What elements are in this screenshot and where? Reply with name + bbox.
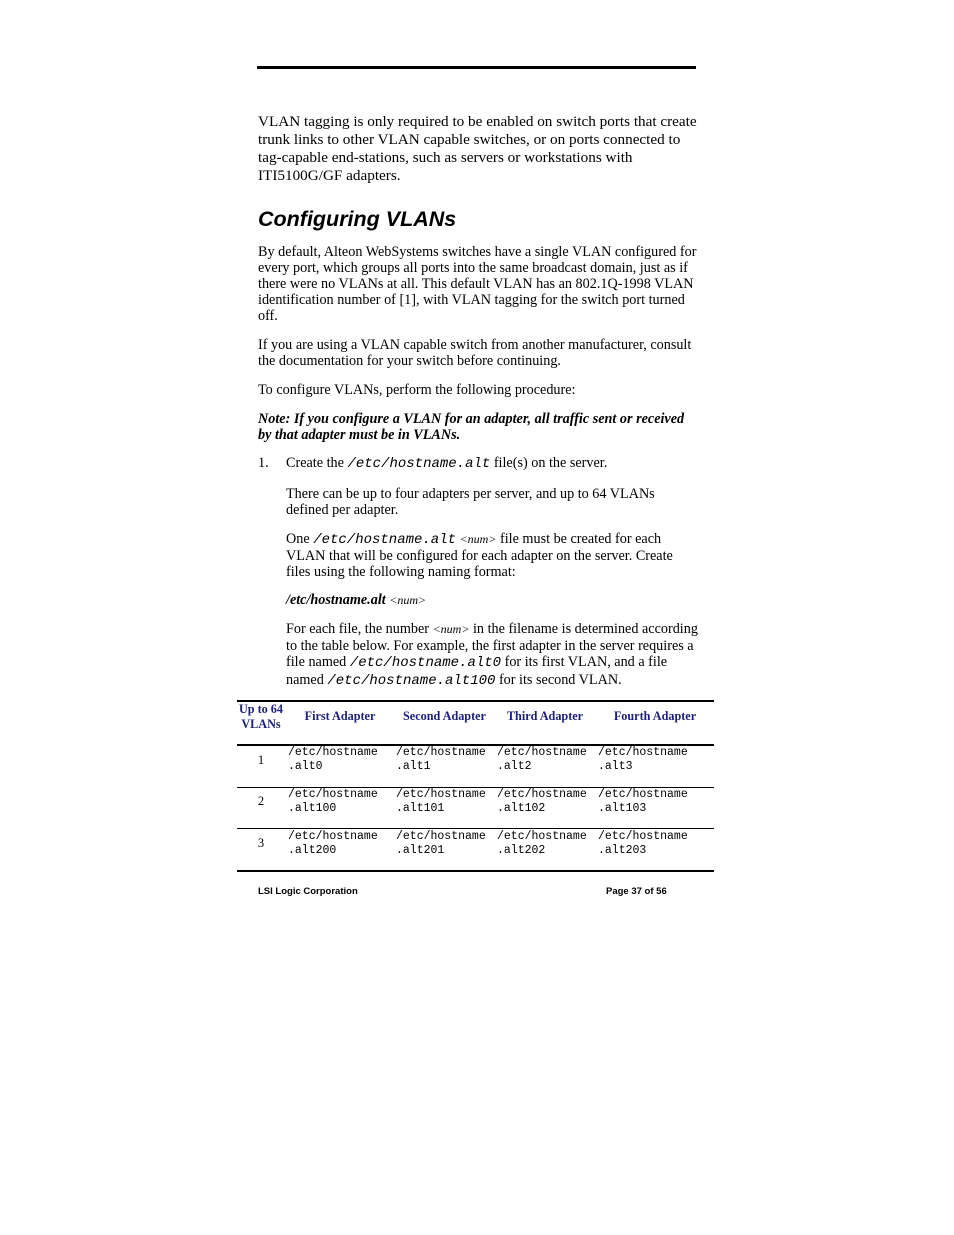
naming-format-placeholder: <num> <box>389 593 427 607</box>
file-per-vlan-post: file must be created for each VLAN that will be configured for each adapter on the server. Create files using the following naming format: <box>286 531 673 580</box>
table-explanation-code1: /etc/hostname.alt0 <box>349 655 502 671</box>
header-rule <box>257 66 696 69</box>
file-per-vlan-paragraph <box>286 531 700 580</box>
step-1-filename: /etc/hostname.alt <box>347 456 491 472</box>
section-heading: Configuring VLANs <box>258 207 457 231</box>
file-per-vlan-pre: One <box>286 531 314 547</box>
table-cell: /etc/hostname .alt0 <box>288 746 378 773</box>
table-header-third-adapter: Third Adapter <box>506 709 584 723</box>
table-cell: /etc/hostname .alt100 <box>288 788 378 815</box>
table-header-vlans: Up to 64 VLANs <box>238 702 283 731</box>
table-cell: /etc/hostname .alt101 <box>396 788 486 815</box>
table-cell: /etc/hostname .alt201 <box>396 830 486 857</box>
table-cell: /etc/hostname .alt200 <box>288 830 378 857</box>
step-1-post: file(s) on the server. <box>490 455 608 471</box>
table-cell: /etc/hostname .alt1 <box>396 746 486 773</box>
footer-page-number: Page 37 of 56 <box>606 886 667 897</box>
footer-company: LSI Logic Corporation <box>258 886 358 897</box>
table-explanation-code2: /etc/hostname.alt100 <box>327 672 496 689</box>
vlan-note: Note: If you configure a VLAN for an adapter, all traffic sent or received by that adapter must be in VLANs. <box>258 411 685 443</box>
table-cell: /etc/hostname .alt3 <box>598 746 688 773</box>
step-1-text <box>286 455 700 472</box>
other-switch-paragraph: If you are using a VLAN capable switch from another manufacturer, consult the documentation for your switch before continuing. <box>258 337 692 369</box>
table-cell: /etc/hostname .alt2 <box>497 746 587 773</box>
table-row-vlan-number: 2 <box>257 794 265 808</box>
table-row-vlan-number: 3 <box>257 836 265 850</box>
table-row-rule <box>237 828 714 829</box>
step-number: 1. <box>258 455 269 471</box>
table-explanation-t4: for its second VLAN. <box>495 671 622 688</box>
table-bottom-rule <box>237 870 714 872</box>
table-header-second-adapter: Second Adapter <box>403 709 486 723</box>
step-1-pre: Create the <box>286 455 348 471</box>
file-per-vlan-placeholder: <num> <box>459 532 497 546</box>
table-explanation-t1: For each file, the number <box>286 621 433 637</box>
table-explanation-paragraph <box>286 621 700 689</box>
table-cell: /etc/hostname .alt202 <box>497 830 587 857</box>
table-cell: /etc/hostname .alt102 <box>497 788 587 815</box>
naming-format-name: /etc/hostname.alt <box>286 592 386 608</box>
table-header-first-adapter: First Adapter <box>304 709 376 723</box>
table-explanation-placeholder: <num> <box>432 622 470 636</box>
table-row-vlan-number: 1 <box>257 753 265 767</box>
table-top-rule <box>237 700 714 702</box>
intro-paragraph: VLAN tagging is only required to be enabled on switch ports that create trunk links to other VLAN capable switches, or on ports connected to tag-capable end-stations, such as servers or workstations with ITI5100G/GF adapters. <box>258 113 697 184</box>
file-per-vlan-filename: /etc/hostname.alt <box>313 532 457 548</box>
procedure-intro: To configure VLANs, perform the following procedure: <box>258 382 576 398</box>
default-vlan-paragraph: By default, Alteon WebSystems switches have a single VLAN configured for every port, which groups all ports into the same broadcast domain, just as if there were no VLANs at all. This default VLAN has an 802.1Q-1998 VLAN identification number of [1], with VLAN tagging for the switch port turned off. <box>258 244 697 324</box>
naming-format-line <box>286 592 700 608</box>
table-explanation-t3: for its first VLAN, and a file named <box>286 654 668 688</box>
adapter-limit-paragraph: There can be up to four adapters per server, and up to 64 VLANs defined per adapter. <box>286 486 655 518</box>
table-cell: /etc/hostname .alt103 <box>598 788 688 815</box>
table-cell: /etc/hostname .alt203 <box>598 830 688 857</box>
table-header-fourth-adapter: Fourth Adapter <box>613 709 697 723</box>
table-explanation-t2: in the filename is determined according to the table below. For example, the first adapter in the server requires a file named <box>286 621 698 670</box>
